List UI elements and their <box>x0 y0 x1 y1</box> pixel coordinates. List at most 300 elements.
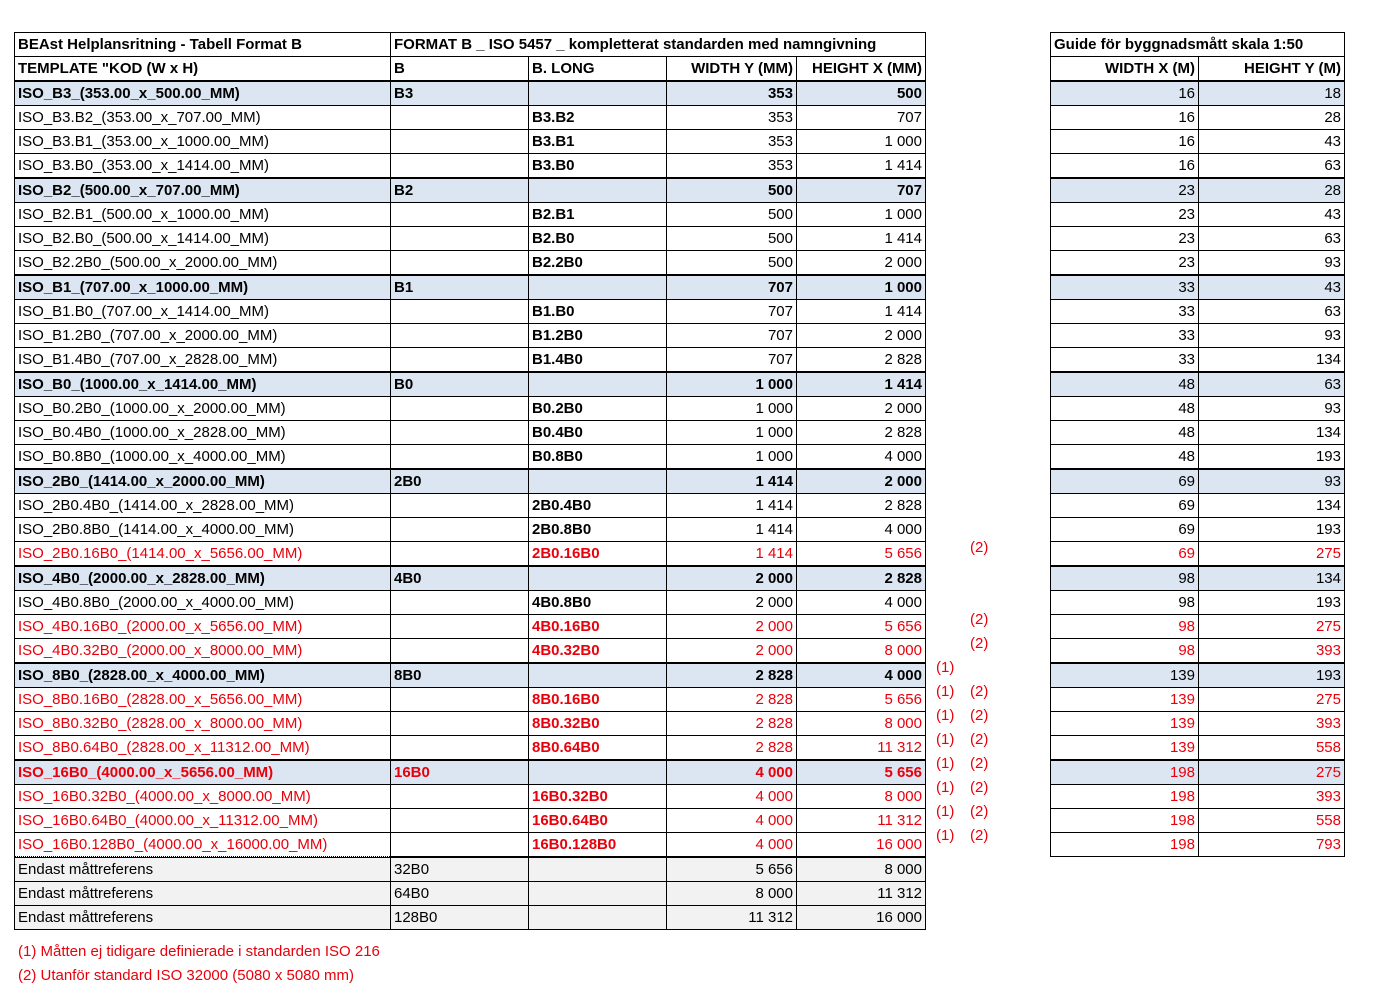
table-row <box>15 712 926 736</box>
template-code: ISO_B3.B1_(353.00_x_1000.00_MM) <box>15 130 391 154</box>
b-long: B1.B0 <box>529 300 667 324</box>
width-mm: 1 000 <box>667 397 797 421</box>
guide-width: 23 <box>1051 178 1199 203</box>
group-row <box>15 372 926 397</box>
note-1-marker: (1) <box>936 827 955 844</box>
table-row <box>15 154 926 179</box>
width-mm: 353 <box>667 154 797 179</box>
footnote-1: (1) Måtten ej tidigare definierade i standarden ISO 216 <box>18 943 380 960</box>
guide-width: 139 <box>1051 736 1199 761</box>
b-long <box>529 469 667 494</box>
b-size <box>391 591 529 615</box>
note-row <box>936 752 1006 776</box>
b-size <box>391 397 529 421</box>
b-size: B0 <box>391 372 529 397</box>
group-row <box>15 275 926 300</box>
guide-row <box>1051 421 1345 445</box>
template-code: ISO_B2.B1_(500.00_x_1000.00_MM) <box>15 203 391 227</box>
width-mm: 2 000 <box>667 639 797 664</box>
guide-width: 198 <box>1051 809 1199 833</box>
width-mm: 500 <box>667 203 797 227</box>
template-code: ISO_4B0.16B0_(2000.00_x_5656.00_MM) <box>15 615 391 639</box>
width-mm: 1 000 <box>667 372 797 397</box>
note-row <box>936 200 1006 224</box>
ref-b: 64B0 <box>391 882 529 906</box>
guide-row <box>1051 227 1345 251</box>
template-code: ISO_B2.2B0_(500.00_x_2000.00_MM) <box>15 251 391 276</box>
note-2-marker: (2) <box>970 731 989 748</box>
ref-label: Endast måttreferens <box>15 882 391 906</box>
guide-width: 69 <box>1051 494 1199 518</box>
height-mm: 11 312 <box>797 736 926 761</box>
height-mm: 1 414 <box>797 227 926 251</box>
b-long: 4B0.16B0 <box>529 615 667 639</box>
guide-width: 98 <box>1051 591 1199 615</box>
guide-height: 193 <box>1199 663 1345 688</box>
b-size <box>391 518 529 542</box>
note-2-marker: (2) <box>970 803 989 820</box>
guide-row <box>1051 445 1345 470</box>
header-height: HEIGHT X (MM) <box>797 57 926 82</box>
guide-row <box>1051 518 1345 542</box>
table-row <box>15 227 926 251</box>
guide-row <box>1051 494 1345 518</box>
b-size <box>391 639 529 664</box>
height-mm: 2 000 <box>797 324 926 348</box>
guide-height: 193 <box>1199 591 1345 615</box>
note-1-marker: (1) <box>936 731 955 748</box>
note-1-marker: (1) <box>936 659 955 676</box>
guide-width: 48 <box>1051 445 1199 470</box>
note-row <box>936 584 1006 608</box>
table-row <box>15 591 926 615</box>
guide-row <box>1051 300 1345 324</box>
note-row <box>936 320 1006 344</box>
guide-row <box>1051 348 1345 373</box>
note-row <box>936 344 1006 368</box>
b-long <box>529 566 667 591</box>
template-code: ISO_8B0.64B0_(2828.00_x_11312.00_MM) <box>15 736 391 761</box>
b-size <box>391 348 529 373</box>
guide-row <box>1051 760 1345 785</box>
b-long: B2.2B0 <box>529 251 667 276</box>
ref-height: 11 312 <box>797 882 926 906</box>
guide-row <box>1051 712 1345 736</box>
width-mm: 2 828 <box>667 663 797 688</box>
width-mm: 353 <box>667 81 797 106</box>
note-spacer <box>936 32 1006 56</box>
guide-height: 28 <box>1199 106 1345 130</box>
note-row <box>936 656 1006 680</box>
template-code: ISO_B2_(500.00_x_707.00_MM) <box>15 178 391 203</box>
height-mm: 4 000 <box>797 518 926 542</box>
template-code: ISO_B2.B0_(500.00_x_1414.00_MM) <box>15 227 391 251</box>
table-row <box>15 203 926 227</box>
title-row <box>15 33 926 57</box>
group-row <box>15 760 926 785</box>
height-mm: 1 000 <box>797 203 926 227</box>
b-size: 2B0 <box>391 469 529 494</box>
group-row <box>15 469 926 494</box>
note-row <box>936 680 1006 704</box>
template-code: ISO_B1_(707.00_x_1000.00_MM) <box>15 275 391 300</box>
guide-height: 93 <box>1199 324 1345 348</box>
template-code: ISO_16B0.32B0_(4000.00_x_8000.00_MM) <box>15 785 391 809</box>
note-spacer <box>936 56 1006 80</box>
table-row <box>15 421 926 445</box>
ref-label: Endast måttreferens <box>15 906 391 930</box>
b-long: 2B0.8B0 <box>529 518 667 542</box>
b-size <box>391 227 529 251</box>
width-mm: 2 000 <box>667 615 797 639</box>
b-size <box>391 494 529 518</box>
height-mm: 500 <box>797 81 926 106</box>
guide-row <box>1051 469 1345 494</box>
height-mm: 4 000 <box>797 445 926 470</box>
guide-row <box>1051 566 1345 591</box>
b-long: 16B0.64B0 <box>529 809 667 833</box>
height-mm: 8 000 <box>797 712 926 736</box>
b-long: B3.B1 <box>529 130 667 154</box>
ref-height: 8 000 <box>797 858 926 882</box>
guide-row <box>1051 372 1345 397</box>
guide-width: 198 <box>1051 833 1199 857</box>
template-code: ISO_2B0.4B0_(1414.00_x_2828.00_MM) <box>15 494 391 518</box>
table-row <box>15 615 926 639</box>
height-mm: 1 414 <box>797 372 926 397</box>
width-mm: 4 000 <box>667 760 797 785</box>
height-mm: 1 414 <box>797 154 926 179</box>
guide-height: 43 <box>1199 275 1345 300</box>
guide-height: 134 <box>1199 348 1345 373</box>
guide-width: 48 <box>1051 397 1199 421</box>
group-row <box>15 566 926 591</box>
note-1-marker: (1) <box>936 779 955 796</box>
note-2-marker: (2) <box>970 779 989 796</box>
ref-b: 128B0 <box>391 906 529 930</box>
guide-title-row <box>1051 33 1345 57</box>
height-mm: 4 000 <box>797 591 926 615</box>
note-2-marker: (2) <box>970 755 989 772</box>
guide-width: 98 <box>1051 615 1199 639</box>
b-size <box>391 809 529 833</box>
ref-width: 5 656 <box>667 858 797 882</box>
guide-title: Guide för byggnadsmått skala 1:50 <box>1051 33 1345 57</box>
b-size <box>391 615 529 639</box>
guide-height: 275 <box>1199 760 1345 785</box>
b-long: B1.2B0 <box>529 324 667 348</box>
b-long <box>529 275 667 300</box>
note-2-marker: (2) <box>970 539 989 556</box>
template-code: ISO_B1.2B0_(707.00_x_2000.00_MM) <box>15 324 391 348</box>
table-row <box>15 639 926 664</box>
height-mm: 1 414 <box>797 300 926 324</box>
guide-width: 98 <box>1051 639 1199 664</box>
template-code: ISO_16B0.128B0_(4000.00_x_16000.00_MM) <box>15 833 391 857</box>
b-size: B1 <box>391 275 529 300</box>
guide-width: 139 <box>1051 688 1199 712</box>
guide-width: 48 <box>1051 421 1199 445</box>
guide-height: 63 <box>1199 227 1345 251</box>
ref-width: 8 000 <box>667 882 797 906</box>
guide-height: 93 <box>1199 469 1345 494</box>
note-row <box>936 152 1006 176</box>
b-size <box>391 833 529 857</box>
width-mm: 4 000 <box>667 785 797 809</box>
height-mm: 16 000 <box>797 833 926 857</box>
width-mm: 1 414 <box>667 469 797 494</box>
height-mm: 2 828 <box>797 421 926 445</box>
table-row <box>15 833 926 857</box>
b-long: B0.2B0 <box>529 397 667 421</box>
height-mm: 2 000 <box>797 251 926 276</box>
note-row <box>936 704 1006 728</box>
width-mm: 707 <box>667 348 797 373</box>
guide-row <box>1051 809 1345 833</box>
guide-row <box>1051 324 1345 348</box>
note-row <box>936 248 1006 272</box>
table-row <box>15 445 926 470</box>
guide-width: 16 <box>1051 81 1199 106</box>
guide-height: 793 <box>1199 833 1345 857</box>
table-row <box>15 251 926 276</box>
guide-row <box>1051 154 1345 179</box>
guide-header-height: HEIGHT Y (M) <box>1199 57 1345 82</box>
b-size: B3 <box>391 81 529 106</box>
b-long: 4B0.32B0 <box>529 639 667 664</box>
template-code: ISO_2B0.16B0_(1414.00_x_5656.00_MM) <box>15 542 391 567</box>
height-mm: 2 828 <box>797 494 926 518</box>
height-mm: 5 656 <box>797 688 926 712</box>
guide-row <box>1051 736 1345 761</box>
main-title: BEAst Helplansritning - Tabell Format B <box>15 33 391 57</box>
note-row <box>936 824 1006 848</box>
b-size <box>391 130 529 154</box>
footnote-markers <box>936 32 1006 848</box>
guide-width: 33 <box>1051 348 1199 373</box>
table-row <box>15 300 926 324</box>
scale-guide-table <box>1050 32 1345 857</box>
guide-width: 23 <box>1051 227 1199 251</box>
guide-height: 18 <box>1199 81 1345 106</box>
b-long <box>529 760 667 785</box>
height-mm: 2 000 <box>797 397 926 421</box>
header-width: WIDTH Y (MM) <box>667 57 797 82</box>
guide-width: 98 <box>1051 566 1199 591</box>
guide-row <box>1051 106 1345 130</box>
group-row <box>15 663 926 688</box>
header-b: B <box>391 57 529 82</box>
guide-height: 558 <box>1199 736 1345 761</box>
template-code: ISO_B3.B2_(353.00_x_707.00_MM) <box>15 106 391 130</box>
template-code: ISO_16B0_(4000.00_x_5656.00_MM) <box>15 760 391 785</box>
height-mm: 8 000 <box>797 639 926 664</box>
b-size: 8B0 <box>391 663 529 688</box>
note-row <box>936 416 1006 440</box>
template-code: ISO_16B0.64B0_(4000.00_x_11312.00_MM) <box>15 809 391 833</box>
footnote-2: (2) Utanför standard ISO 32000 (5080 x 5080 mm) <box>18 967 355 984</box>
table-row <box>15 688 926 712</box>
b-long: 4B0.8B0 <box>529 591 667 615</box>
width-mm: 2 000 <box>667 566 797 591</box>
guide-width: 16 <box>1051 154 1199 179</box>
table-row <box>15 494 926 518</box>
note-row <box>936 272 1006 296</box>
b-long: 2B0.4B0 <box>529 494 667 518</box>
table-row <box>15 736 926 761</box>
b-size: 4B0 <box>391 566 529 591</box>
guide-row <box>1051 542 1345 567</box>
guide-row <box>1051 130 1345 154</box>
guide-row <box>1051 397 1345 421</box>
guide-height: 134 <box>1199 566 1345 591</box>
template-code: ISO_8B0.16B0_(2828.00_x_5656.00_MM) <box>15 688 391 712</box>
b-size <box>391 300 529 324</box>
template-code: ISO_4B0.8B0_(2000.00_x_4000.00_MM) <box>15 591 391 615</box>
guide-width: 33 <box>1051 324 1199 348</box>
b-size <box>391 421 529 445</box>
table-row <box>15 518 926 542</box>
width-mm: 2 000 <box>667 591 797 615</box>
table-row <box>15 348 926 373</box>
b-long: 16B0.128B0 <box>529 833 667 857</box>
width-mm: 2 828 <box>667 688 797 712</box>
b-long <box>529 178 667 203</box>
note-1-marker: (1) <box>936 803 955 820</box>
b-long: 8B0.32B0 <box>529 712 667 736</box>
note-row <box>936 560 1006 584</box>
note-row <box>936 800 1006 824</box>
group-row <box>15 81 926 106</box>
template-code: ISO_B1.B0_(707.00_x_1414.00_MM) <box>15 300 391 324</box>
b-long: B2.B0 <box>529 227 667 251</box>
template-code: ISO_B0.2B0_(1000.00_x_2000.00_MM) <box>15 397 391 421</box>
height-mm: 2 000 <box>797 469 926 494</box>
width-mm: 4 000 <box>667 833 797 857</box>
note-row <box>936 80 1006 104</box>
ref-label: Endast måttreferens <box>15 858 391 882</box>
template-code: ISO_8B0_(2828.00_x_4000.00_MM) <box>15 663 391 688</box>
b-long: B0.8B0 <box>529 445 667 470</box>
width-mm: 500 <box>667 178 797 203</box>
guide-row <box>1051 833 1345 857</box>
b-size <box>391 445 529 470</box>
template-code: ISO_2B0_(1414.00_x_2000.00_MM) <box>15 469 391 494</box>
guide-header-row <box>1051 57 1345 82</box>
height-mm: 707 <box>797 106 926 130</box>
width-mm: 1 414 <box>667 518 797 542</box>
guide-width: 33 <box>1051 275 1199 300</box>
header-template: TEMPLATE "KOD (W x H) <box>15 57 391 82</box>
note-row <box>936 104 1006 128</box>
note-row <box>936 440 1006 464</box>
b-size <box>391 542 529 567</box>
note-row <box>936 512 1006 536</box>
guide-height: 193 <box>1199 518 1345 542</box>
guide-height: 393 <box>1199 785 1345 809</box>
guide-row <box>1051 591 1345 615</box>
height-mm: 5 656 <box>797 760 926 785</box>
note-row <box>936 296 1006 320</box>
guide-height: 134 <box>1199 421 1345 445</box>
guide-width: 198 <box>1051 785 1199 809</box>
table-row <box>15 809 926 833</box>
width-mm: 500 <box>667 227 797 251</box>
guide-width: 69 <box>1051 469 1199 494</box>
guide-row <box>1051 785 1345 809</box>
b-long: B1.4B0 <box>529 348 667 373</box>
table-row <box>15 106 926 130</box>
guide-row <box>1051 178 1345 203</box>
reference-row <box>15 858 926 882</box>
guide-height: 63 <box>1199 372 1345 397</box>
height-mm: 11 312 <box>797 809 926 833</box>
guide-height: 28 <box>1199 178 1345 203</box>
format-title: FORMAT B _ ISO 5457 _ kompletterat standarden med namngivning <box>391 33 926 57</box>
height-mm: 5 656 <box>797 542 926 567</box>
guide-width: 139 <box>1051 663 1199 688</box>
guide-height: 275 <box>1199 615 1345 639</box>
ref-blank <box>529 882 667 906</box>
guide-row <box>1051 81 1345 106</box>
guide-header-width: WIDTH X (M) <box>1051 57 1199 82</box>
ref-b: 32B0 <box>391 858 529 882</box>
note-1-marker: (1) <box>936 755 955 772</box>
width-mm: 1 414 <box>667 542 797 567</box>
note-row <box>936 728 1006 752</box>
guide-height: 393 <box>1199 639 1345 664</box>
guide-width: 16 <box>1051 106 1199 130</box>
b-size <box>391 251 529 276</box>
guide-height: 93 <box>1199 251 1345 276</box>
guide-width: 33 <box>1051 300 1199 324</box>
note-row <box>936 392 1006 416</box>
width-mm: 707 <box>667 324 797 348</box>
guide-height: 393 <box>1199 712 1345 736</box>
note-row <box>936 224 1006 248</box>
height-mm: 2 828 <box>797 566 926 591</box>
note-row <box>936 776 1006 800</box>
guide-height: 134 <box>1199 494 1345 518</box>
template-code: ISO_B0.4B0_(1000.00_x_2828.00_MM) <box>15 421 391 445</box>
header-row <box>15 57 926 82</box>
width-mm: 353 <box>667 130 797 154</box>
ref-height: 16 000 <box>797 906 926 930</box>
note-2-marker: (2) <box>970 707 989 724</box>
guide-row <box>1051 203 1345 227</box>
note-row <box>936 368 1006 392</box>
note-row <box>936 632 1006 656</box>
reference-table <box>14 857 926 930</box>
template-code: ISO_B3.B0_(353.00_x_1414.00_MM) <box>15 154 391 179</box>
guide-row <box>1051 615 1345 639</box>
b-long: B3.B2 <box>529 106 667 130</box>
width-mm: 707 <box>667 275 797 300</box>
format-b-table <box>14 32 926 857</box>
b-long <box>529 372 667 397</box>
height-mm: 707 <box>797 178 926 203</box>
b-size: 16B0 <box>391 760 529 785</box>
note-1-marker: (1) <box>936 707 955 724</box>
b-size <box>391 324 529 348</box>
table-row <box>15 542 926 567</box>
height-mm: 5 656 <box>797 615 926 639</box>
note-2-marker: (2) <box>970 683 989 700</box>
header-b-long: B. LONG <box>529 57 667 82</box>
b-size: B2 <box>391 178 529 203</box>
guide-row <box>1051 639 1345 664</box>
reference-row <box>15 882 926 906</box>
